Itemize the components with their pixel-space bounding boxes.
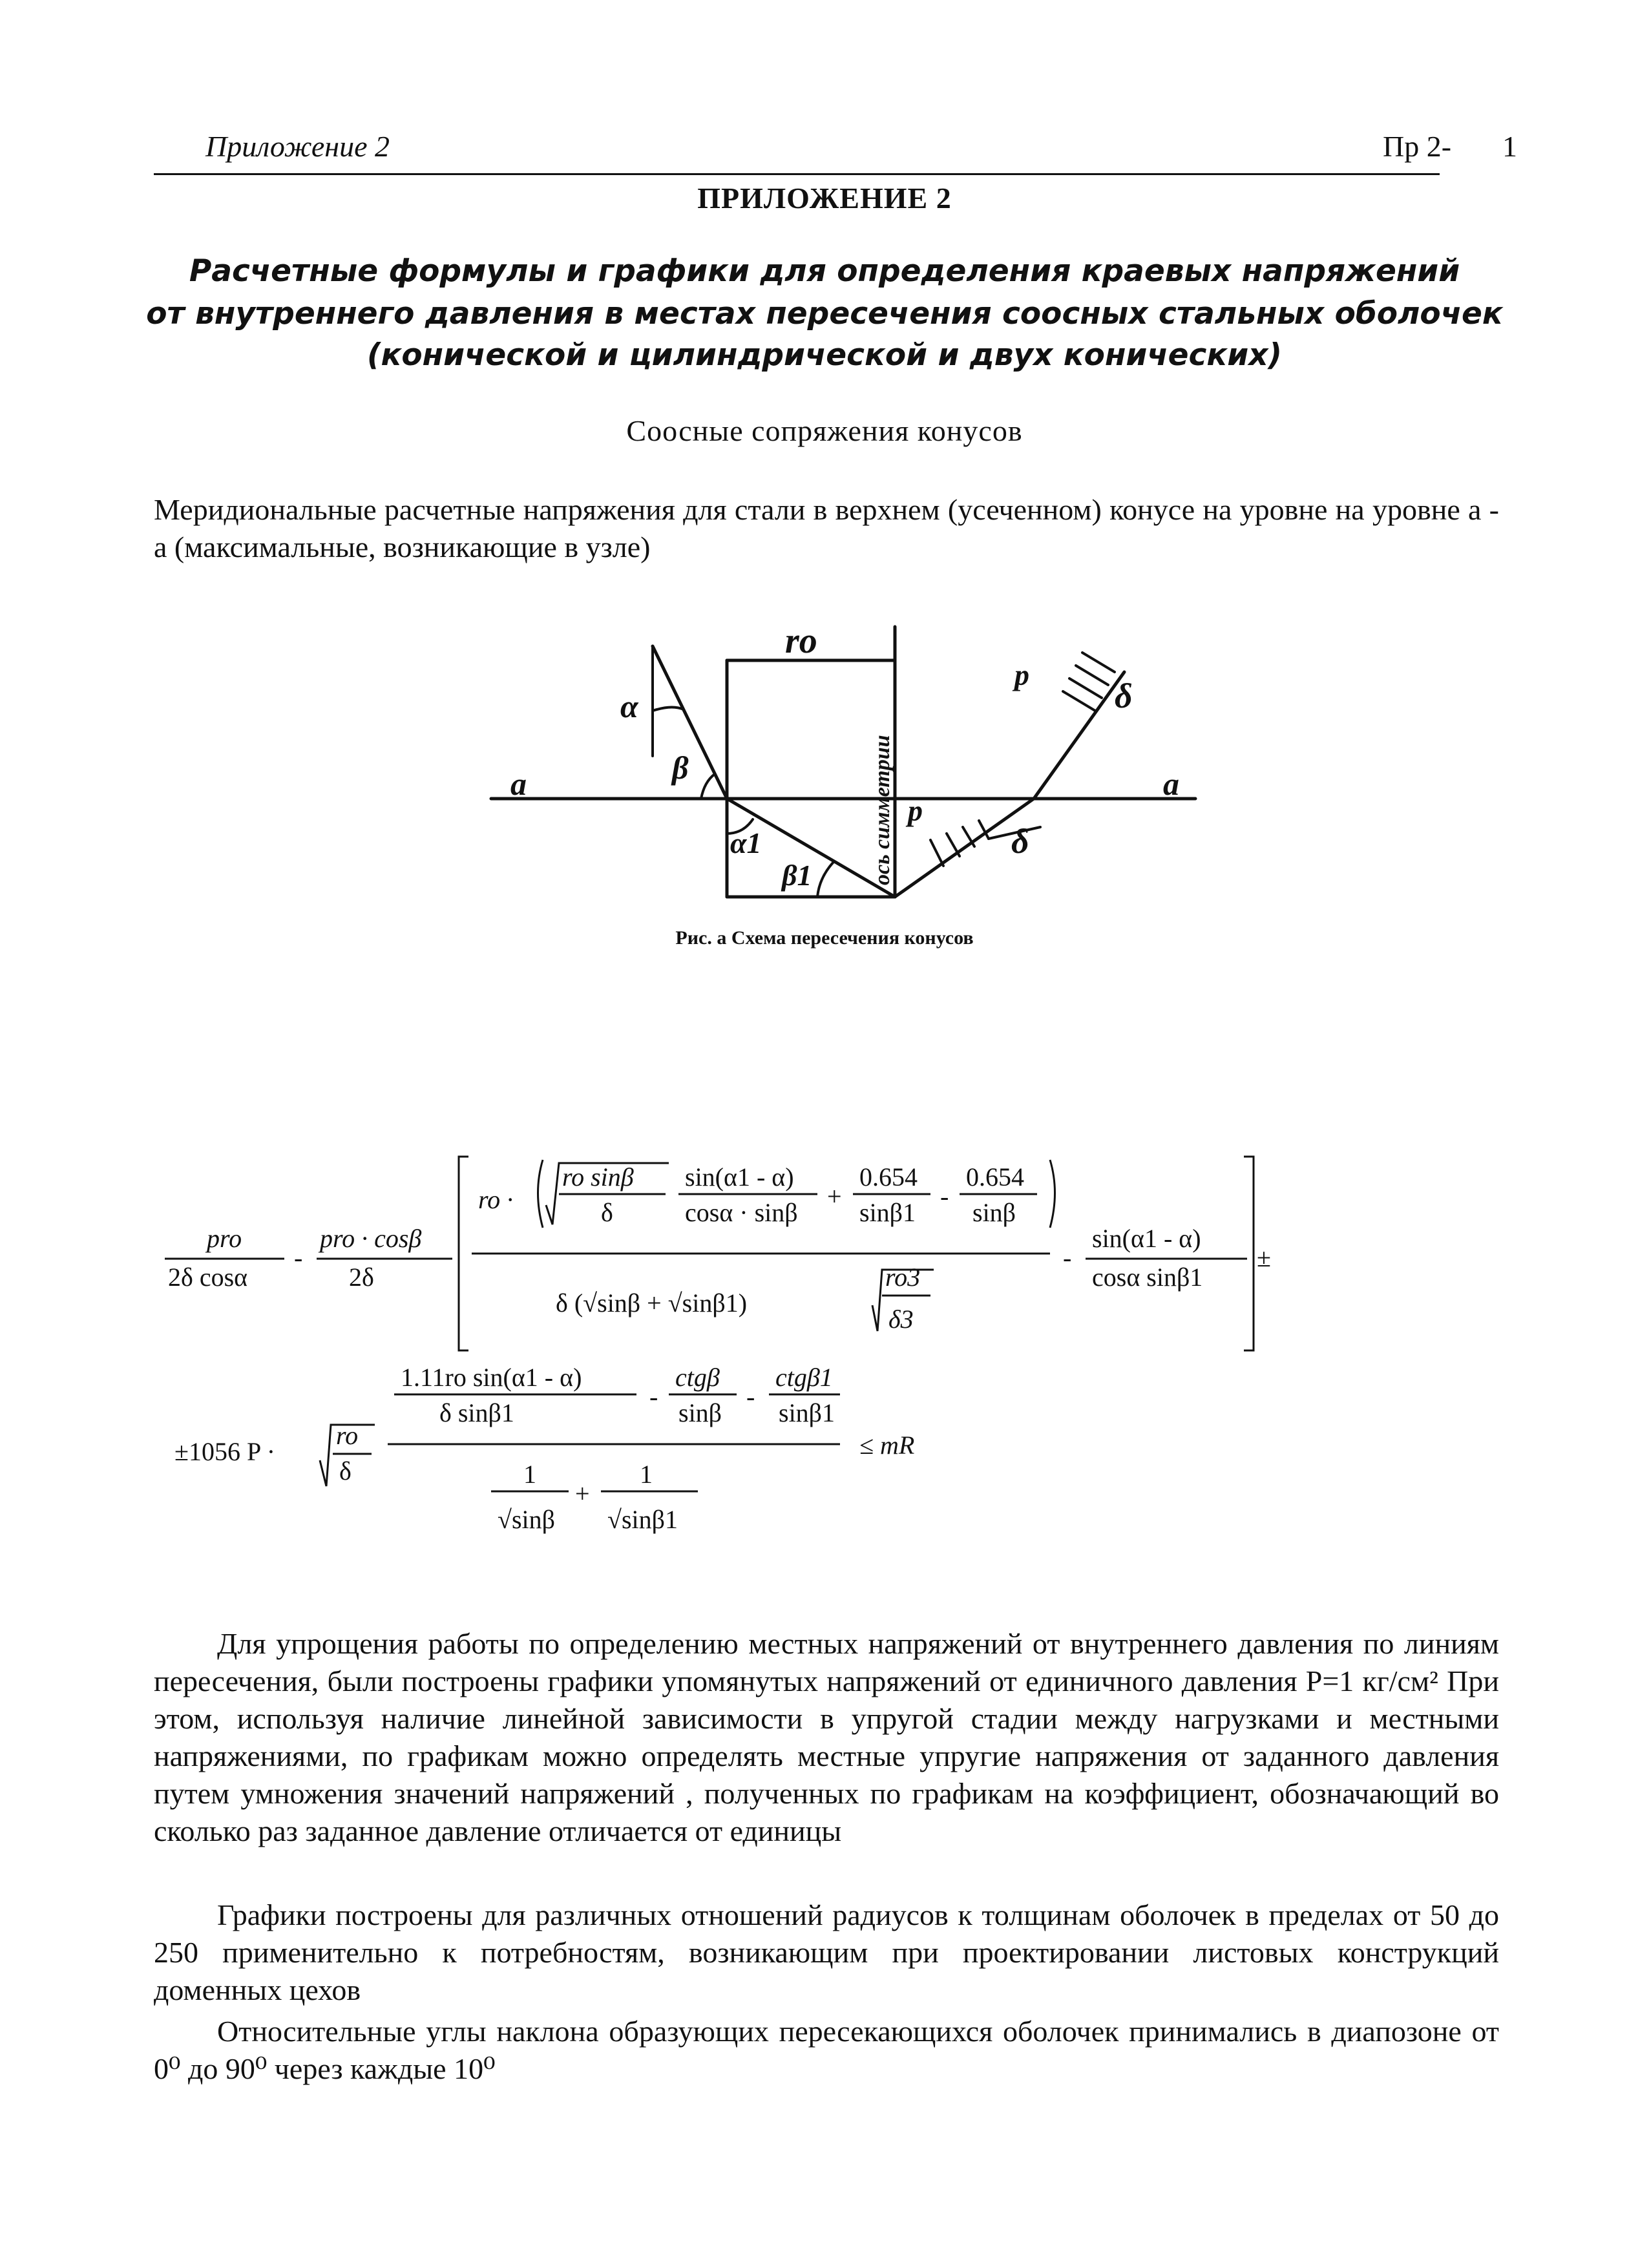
- minus-sign-5: -: [746, 1382, 755, 1411]
- g1-numerator: 1.11ro sin(α1 - α): [401, 1363, 582, 1392]
- le-mR: ≤ mR: [859, 1431, 915, 1460]
- label-delta-lower: δ: [1011, 822, 1029, 861]
- g3-numerator: ctgβ1: [775, 1363, 833, 1392]
- h2-numerator: 1: [640, 1460, 653, 1489]
- sqrt-numerator: ro sinβ: [562, 1162, 634, 1192]
- g2-denominator: sinβ: [678, 1398, 722, 1427]
- right-upper-generatrix: [1034, 672, 1124, 799]
- line2-coefficient: ±1056 P ·: [174, 1437, 276, 1466]
- h1-numerator: 1: [523, 1460, 536, 1489]
- label-ro: ro: [785, 621, 817, 661]
- frac2-denominator: cosα · sinβ: [685, 1198, 798, 1227]
- term1-numerator: pro: [207, 1224, 242, 1253]
- h1-denominator: √sinβ: [498, 1505, 555, 1534]
- label-delta-upper: δ: [1115, 677, 1133, 715]
- pressure-hatching-upper: [1063, 653, 1115, 711]
- body-paragraph-1: Для упрощения работы по определению местных напряжений от внутреннего давления по линиям пересечения, были построены графики упомянутых напряжений от единичного давления P=1 кг/см² При этом, используя наличие линейной зависимости в упругой стадии между нагрузками и местными напряжениями, по графикам можно определять местные упругие напряжения от заданного давления путем умножения значений напряжений , полученных по графикам на коэффициент, обозначающий во сколько раз заданное давление отличается от единицы: [154, 1627, 1499, 1847]
- big-den-root-denominator: δ3: [888, 1305, 914, 1334]
- plus-minus-sign: ±: [1257, 1243, 1271, 1272]
- minus-sign-2: -: [940, 1182, 949, 1211]
- appendix-title: ПРИЛОЖЕНИЕ 2: [697, 182, 952, 215]
- stress-formula: [155, 1150, 1305, 1570]
- term2-denominator: 2δ: [349, 1263, 374, 1292]
- minus-sign: -: [294, 1243, 303, 1272]
- inner-ro: ro ·: [478, 1185, 514, 1214]
- plus-sign: +: [827, 1182, 842, 1211]
- subtitle-line-3: (конической и цилиндрической и двух конических): [366, 337, 1282, 373]
- intro-paragraph: Меридиональные расчетные напряжения для стали в верхнем (усеченном) конусе на уровне на уровне а - а (максимальные, возникающие в узле): [154, 493, 1499, 563]
- upper-cone-generatrix: [653, 646, 727, 799]
- sqrt-denominator: δ: [601, 1198, 613, 1227]
- frac3-numerator: 0.654: [859, 1162, 918, 1192]
- frac5-numerator: sin(α1 - α): [1092, 1224, 1201, 1253]
- line2-root-numerator: ro: [336, 1421, 359, 1450]
- big-denominator: δ (√sinβ + √sinβ1): [556, 1288, 748, 1318]
- label-a-left: a: [510, 766, 527, 802]
- pressure-hatching-lower: [930, 821, 989, 866]
- subtitle-line-2: от внутреннего давления в местах пересечения соосных стальных оболочек: [146, 296, 1503, 331]
- page-number: 1: [1502, 130, 1517, 163]
- h2-denominator: √sinβ1: [607, 1505, 678, 1534]
- label-a-right: a: [1163, 766, 1179, 802]
- body-paragraph-2: Графики построены для различных отношений радиусов к толщинам оболочек в пределах от 50 до 250 применительно к потребностям, возникающим при проектировании листовых конструкций доменных цехов: [154, 1898, 1499, 2006]
- label-beta1: β1: [782, 859, 812, 892]
- plus-sign-2: +: [575, 1479, 590, 1508]
- running-header-left: Приложение 2: [205, 130, 390, 163]
- label-alpha: α: [620, 688, 638, 724]
- header-rule: [154, 173, 1440, 175]
- line2-root-denominator: δ: [339, 1456, 352, 1486]
- g3-denominator: sinβ1: [779, 1398, 835, 1427]
- minus-sign-3: -: [1063, 1243, 1072, 1272]
- frac5-denominator: cosα sinβ1: [1092, 1263, 1203, 1292]
- label-axis-symmetry: ось симметрии: [870, 735, 894, 885]
- frac4-denominator: sinβ: [972, 1198, 1016, 1227]
- label-beta: β: [672, 750, 689, 786]
- term1-denominator: 2δ cosα: [168, 1263, 248, 1292]
- beta-arc: [701, 774, 715, 799]
- frac4-numerator: 0.654: [966, 1162, 1024, 1192]
- body-paragraph-3: Относительные углы наклона образующих пересекающихся оболочек принимались в диапозоне от 0⁰ до 90⁰ через каждые 10⁰: [154, 2015, 1499, 2085]
- label-p-lower: p: [908, 794, 923, 827]
- beta1-arc: [817, 862, 834, 897]
- label-p-upper: p: [1014, 658, 1029, 691]
- g2-numerator: ctgβ: [675, 1363, 720, 1392]
- alpha-arc: [653, 707, 684, 711]
- term2-numerator: pro · cosβ: [320, 1224, 422, 1253]
- cone-intersection-diagram: [478, 601, 1215, 911]
- frac2-numerator: sin(α1 - α): [685, 1162, 794, 1192]
- section-title: Соосные сопряжения конусов: [626, 414, 1023, 447]
- running-header-right: Пр 2-: [1383, 130, 1452, 163]
- minus-sign-4: -: [649, 1382, 658, 1411]
- figure-caption: Рис. а Схема пересечения конусов: [675, 927, 974, 949]
- big-den-root-numerator: ro3: [885, 1263, 921, 1292]
- label-alpha1: α1: [730, 826, 762, 859]
- g1-denominator: δ sinβ1: [439, 1398, 514, 1427]
- frac3-denominator: sinβ1: [859, 1198, 916, 1227]
- subtitle-line-1: Расчетные формулы и графики для определения краевых напряжений: [189, 253, 1460, 289]
